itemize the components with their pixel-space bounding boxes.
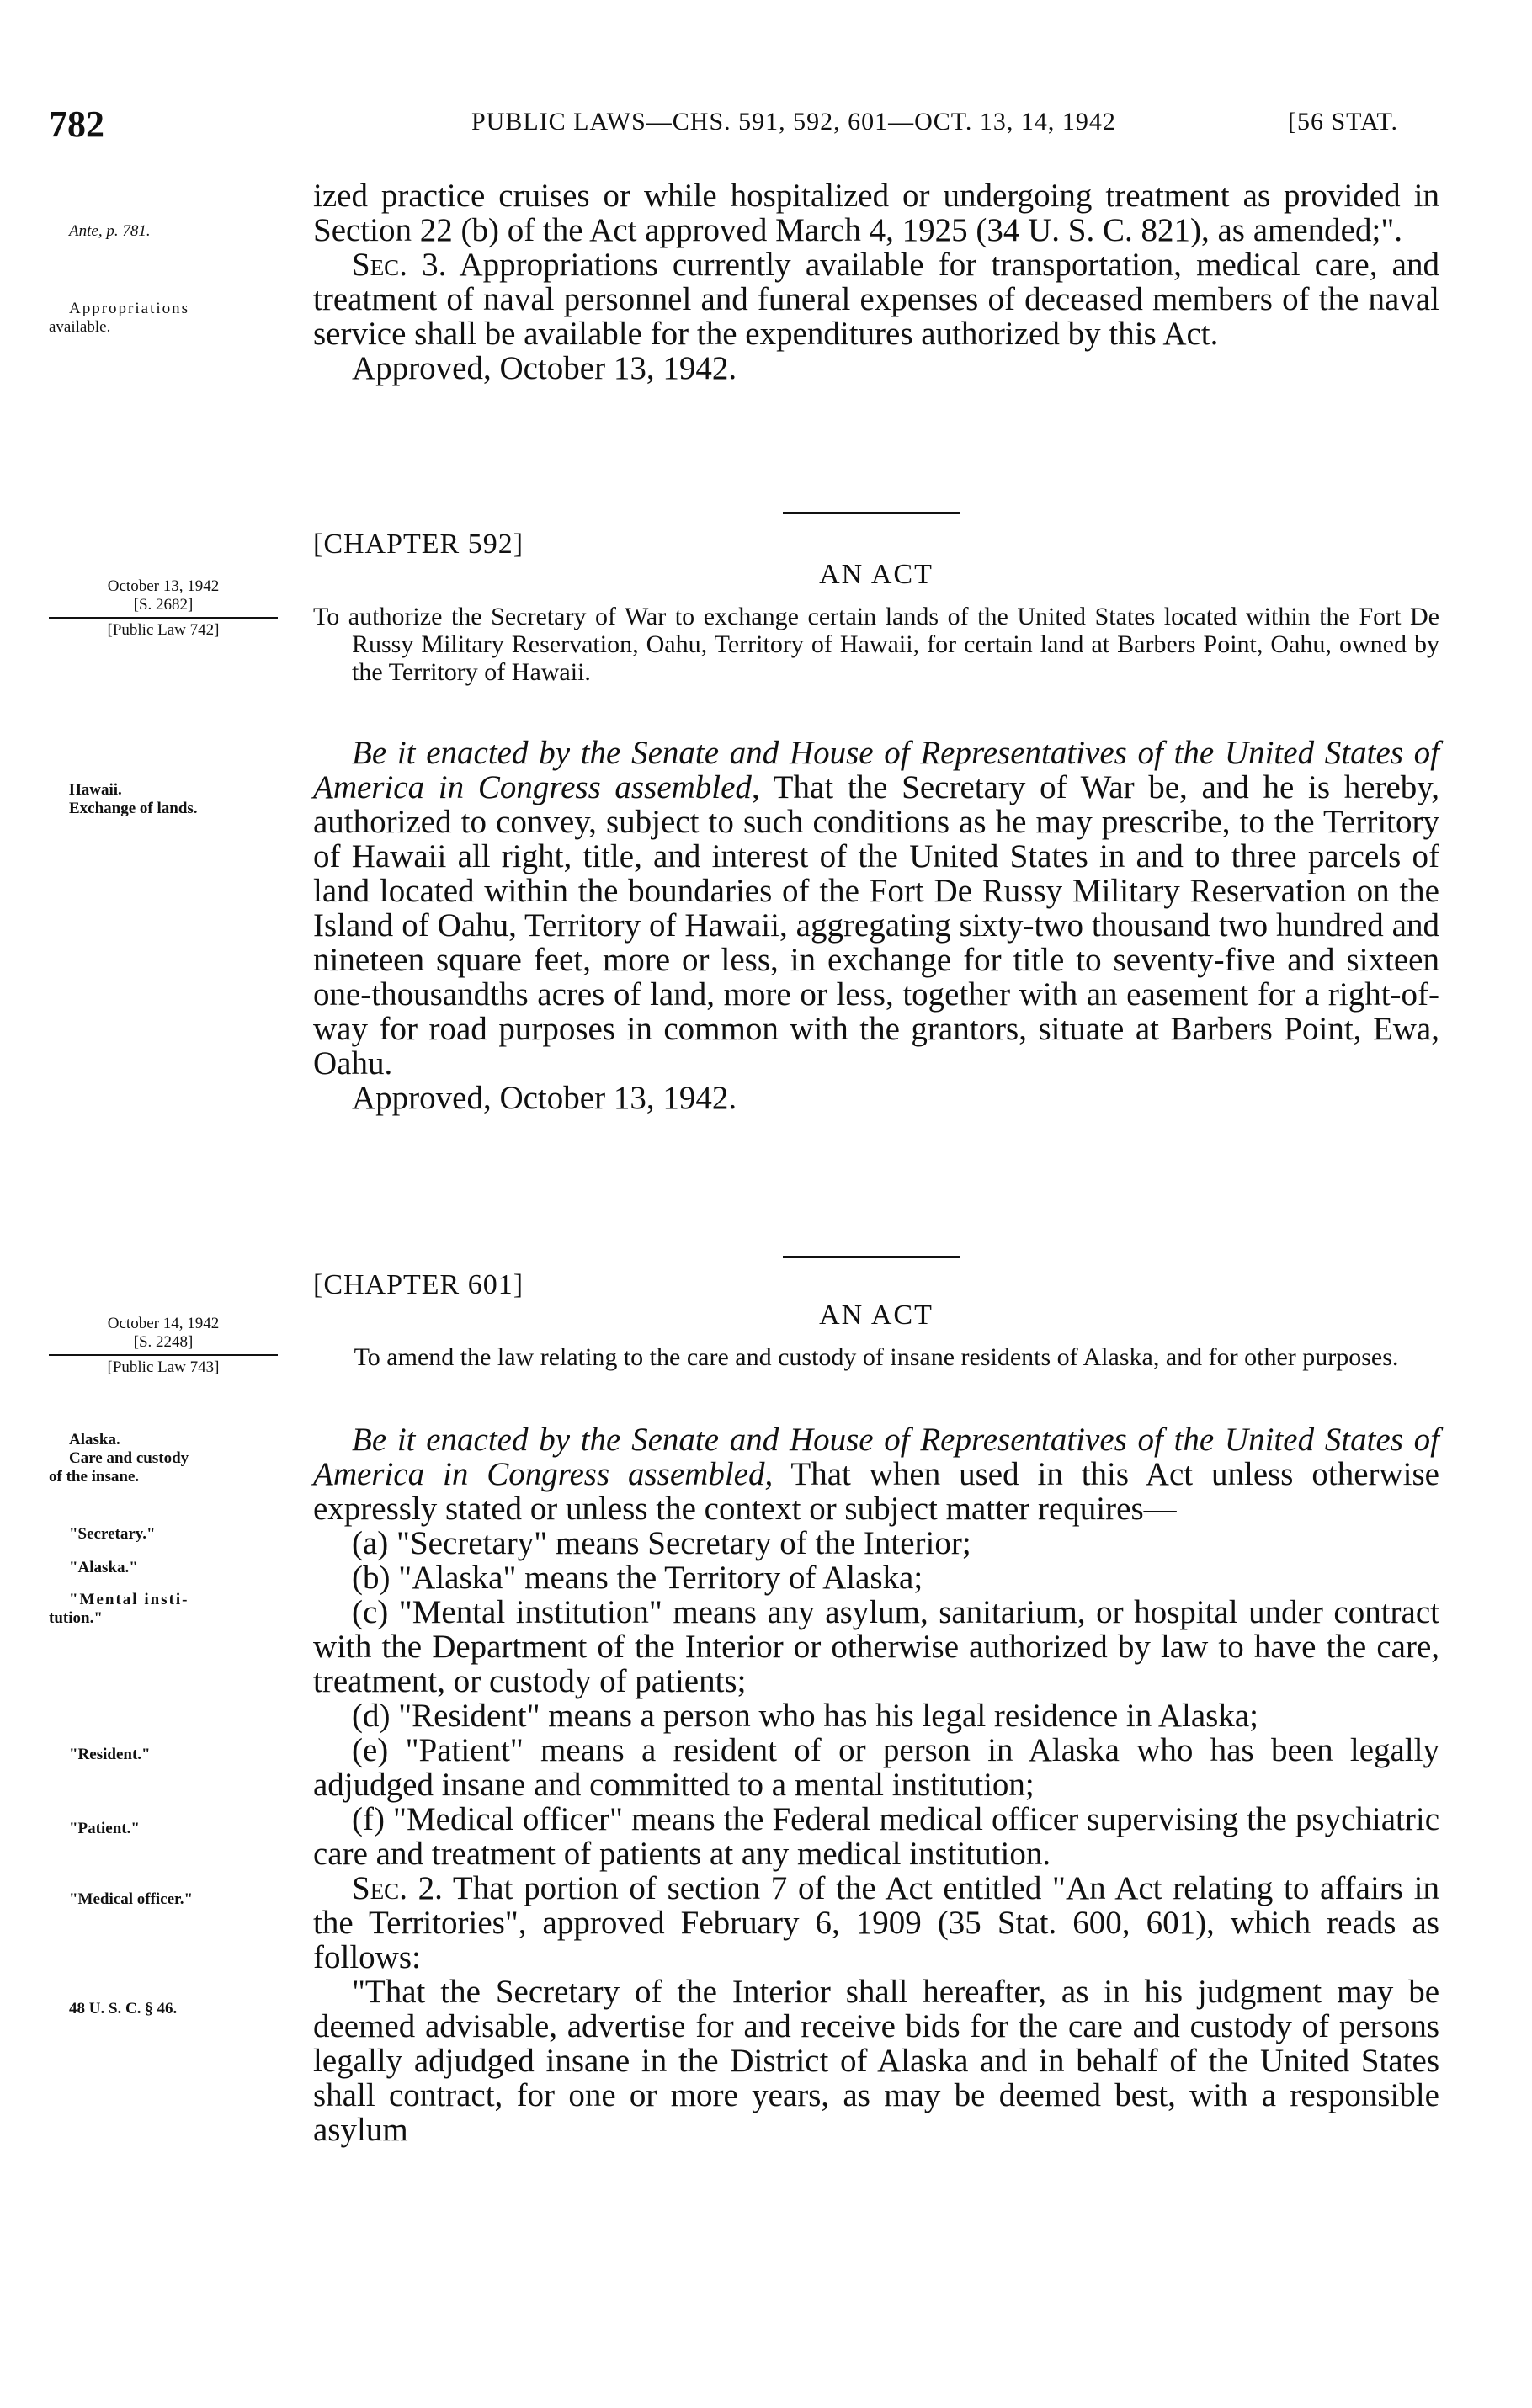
ch601-act-title: AN ACT	[819, 1300, 934, 1331]
definition-resident: (d) "Resident" means a person who has his legal residence in Alaska;	[352, 1698, 1258, 1734]
margin-note-ch601-bill: [S. 2248]	[133, 1333, 194, 1351]
margin-note-ch601-public-law: [Public Law 743]	[107, 1358, 220, 1376]
enactment-text: That the Secretary of War be, and he is hereby, authorized to convey, subject to such conditions as he may prescribe, to the Territory of Hawaii all right, title, and interest of the United States in and to three parcels of land located within the boundaries of the Fort De Russy Military Reservation on the Island of Oahu, Territory of Hawaii, aggregating sixty-two thousand two hundred and nineteen square feet, more or less, in exchange for title to seventy-five and sixteen one-thousandths acres of land, more or less, together with an easement for a right-of-way for road purposes in common with the grantors, situate at Barbers Point, Ewa, Oahu.	[313, 769, 1440, 1082]
margin-note-ch592-date: October 13, 1942	[107, 577, 220, 595]
ch591-paragraph: ized practice cruises or while hospitalized or undergoing treatment as provided in Section 22 (b) of the Act approved March 4, 1925 (34 U. S. C. 821), as amended;".	[313, 178, 1439, 248]
margin-note-mental-institution-cont: tution."	[49, 1609, 103, 1627]
ch592-body	[313, 736, 1439, 1115]
running-head-title: PUBLIC LAWS—CHS. 591, 592, 601—OCT. 13, 14, 1942	[471, 108, 1116, 136]
section-text: That portion of section 7 of the Act entitled "An Act relating to affairs in the Territories", approved February 6, 1909 (35 Stat. 600, 601), which reads as follows:	[313, 1870, 1439, 1975]
ch601-enactment	[313, 1422, 1439, 1526]
margin-note-appropriations-cont: available.	[49, 318, 111, 336]
ch601-body	[313, 1422, 1439, 2147]
ch592-enactment	[313, 736, 1439, 1081]
margin-note-of-the-insane: of the insane.	[49, 1468, 140, 1486]
margin-note-hawaii: Hawaii.	[69, 781, 122, 799]
definition-secretary: (a) "Secretary" means Secretary of the Interior;	[352, 1525, 971, 1561]
section-label: Sec. 2.	[352, 1870, 443, 1906]
margin-note-ch592-public-law: [Public Law 742]	[107, 621, 220, 639]
quoted-provision: "That the Secretary of the Interior shall hereafter, as in his judgment may be deemed advisable, advertise for and receive bids for the care and custody of persons legally adjudged insane in the District of Alaska and in behalf of the United States shall contract, for one or more years, as may be deemed best, with a responsible asylum	[313, 1974, 1439, 2148]
margin-rule	[49, 617, 278, 619]
ch592-chapter-heading: [CHAPTER 592]	[313, 529, 524, 560]
margin-note-ante: Ante, p. 781.	[69, 222, 151, 240]
ch592-caption: To authorize the Secretary of War to exchange certain lands of the United States located within the Fort De Russy Military Reservation, Oahu, Territory of Hawaii, for certain land at Barbers Point, Oahu, owned by the Territory of Hawaii.	[313, 603, 1439, 686]
ch601-chapter-heading: [CHAPTER 601]	[313, 1269, 524, 1300]
enacting-clause: Be it enacted by the Senate and House of Representatives of the United States of America in Congress assembled,	[313, 735, 1439, 805]
margin-note-mental-institution: "Mental insti-	[69, 1591, 189, 1608]
margin-note-secretary: "Secretary."	[69, 1525, 156, 1543]
definition-medical-officer: (f) "Medical officer" means the Federal medical officer supervising the psychiatric care and treatment of patients at any medical institution.	[313, 1801, 1439, 1872]
margin-note-exchange-of-lands: Exchange of lands.	[69, 800, 198, 817]
margin-note-patient: "Patient."	[69, 1820, 140, 1837]
margin-note-resident: "Resident."	[69, 1746, 151, 1763]
margin-note-medical-officer: "Medical officer."	[69, 1890, 194, 1908]
ch592-act-title: AN ACT	[819, 559, 934, 590]
chapter-separator	[783, 1256, 960, 1258]
enacting-clause: Be it enacted by the Senate and House of Representatives of the United States of America in Congress assembled,	[313, 1422, 1439, 1492]
ch591-approved: Approved, October 13, 1942.	[352, 350, 737, 386]
margin-note-alaska-def: "Alaska."	[69, 1559, 138, 1576]
definition-alaska: (b) "Alaska" means the Territory of Alaska;	[352, 1560, 923, 1596]
enactment-text: That when used in this Act unless otherwise expressly stated or unless the context or subject matter requires—	[313, 1456, 1439, 1527]
chapter-separator	[783, 512, 960, 514]
page-number: 782	[49, 104, 104, 145]
volume-reference: [56 STAT.	[1288, 108, 1399, 136]
margin-note-usc-reference: 48 U. S. C. § 46.	[69, 2000, 178, 2017]
margin-note-ch601-date: October 14, 1942	[107, 1315, 220, 1332]
section-text: Appropriations currently available for transportation, medical care, and treatment of naval personnel and funeral expenses of deceased members of the naval service shall be available for the expenditures authorized by this Act.	[313, 247, 1439, 352]
ch601-caption: To amend the law relating to the care and custody of insane residents of Alaska, and for other purposes.	[354, 1343, 1399, 1371]
margin-note-ch592-bill: [S. 2682]	[133, 596, 194, 614]
ch591-continuation	[313, 178, 1439, 385]
definition-patient: (e) "Patient" means a resident of or person in Alaska who has been legally adjudged insane and committed to a mental institution;	[313, 1732, 1439, 1803]
ch591-section-3	[313, 247, 1439, 351]
section-label: Sec. 3.	[352, 247, 447, 283]
ch601-section-2	[313, 1871, 1439, 1975]
ch592-approved: Approved, October 13, 1942.	[352, 1080, 737, 1116]
margin-note-alaska: Alaska.	[69, 1431, 120, 1449]
definition-mental-institution: (c) "Mental institution" means any asylum, sanitarium, or hospital under contract with the Department of the Interior or otherwise authorized by law to have the care, treatment, or custody of patients;	[313, 1594, 1439, 1699]
margin-note-care-and-custody: Care and custody	[69, 1449, 189, 1467]
margin-rule	[49, 1354, 278, 1356]
margin-note-appropriations: Appropriations	[69, 300, 190, 317]
running-header	[0, 0, 1532, 168]
